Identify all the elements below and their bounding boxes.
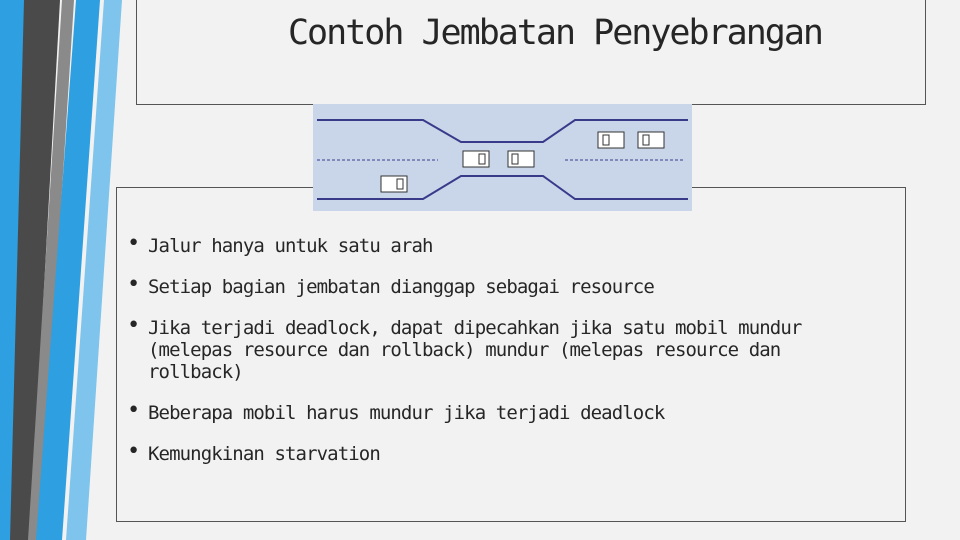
bullet-text: Beberapa mobil harus mundur jika terjadi deadlock: [148, 402, 665, 424]
car-right-upper-1: [598, 132, 624, 148]
bullet-list: [127, 229, 847, 465]
bullet-icon: •: [127, 272, 140, 297]
bullet-text: Kemungkinan starvation: [148, 443, 380, 465]
bridge-diagram: [313, 104, 692, 211]
car-right-upper-2: [638, 132, 664, 148]
bullet-icon: •: [127, 398, 140, 423]
bullet-item: [127, 398, 847, 424]
car-bridge-left: [463, 151, 489, 167]
car-left-lower: [381, 176, 407, 192]
bullet-text: Jika terjadi deadlock, dapat dipecahkan jika satu mobil mundur (melepas resource dan rollback) mundur (melepas resource dan rollback): [148, 317, 802, 383]
bullet-item: [127, 272, 847, 298]
bullet-icon: •: [127, 439, 140, 464]
bullet-text: Setiap bagian jembatan dianggap sebagai resource: [148, 276, 654, 298]
bullet-text: Jalur hanya untuk satu arah: [148, 235, 433, 257]
bullet-item: [127, 313, 847, 383]
title-frame: [136, 0, 926, 105]
car-bridge-right: [508, 151, 534, 167]
slide-title: Contoh Jembatan Penyebrangan: [287, 13, 822, 53]
bullet-item: [127, 439, 847, 465]
bullet-icon: •: [127, 313, 140, 338]
bullet-icon: •: [127, 231, 140, 256]
bullet-item: [127, 231, 847, 257]
